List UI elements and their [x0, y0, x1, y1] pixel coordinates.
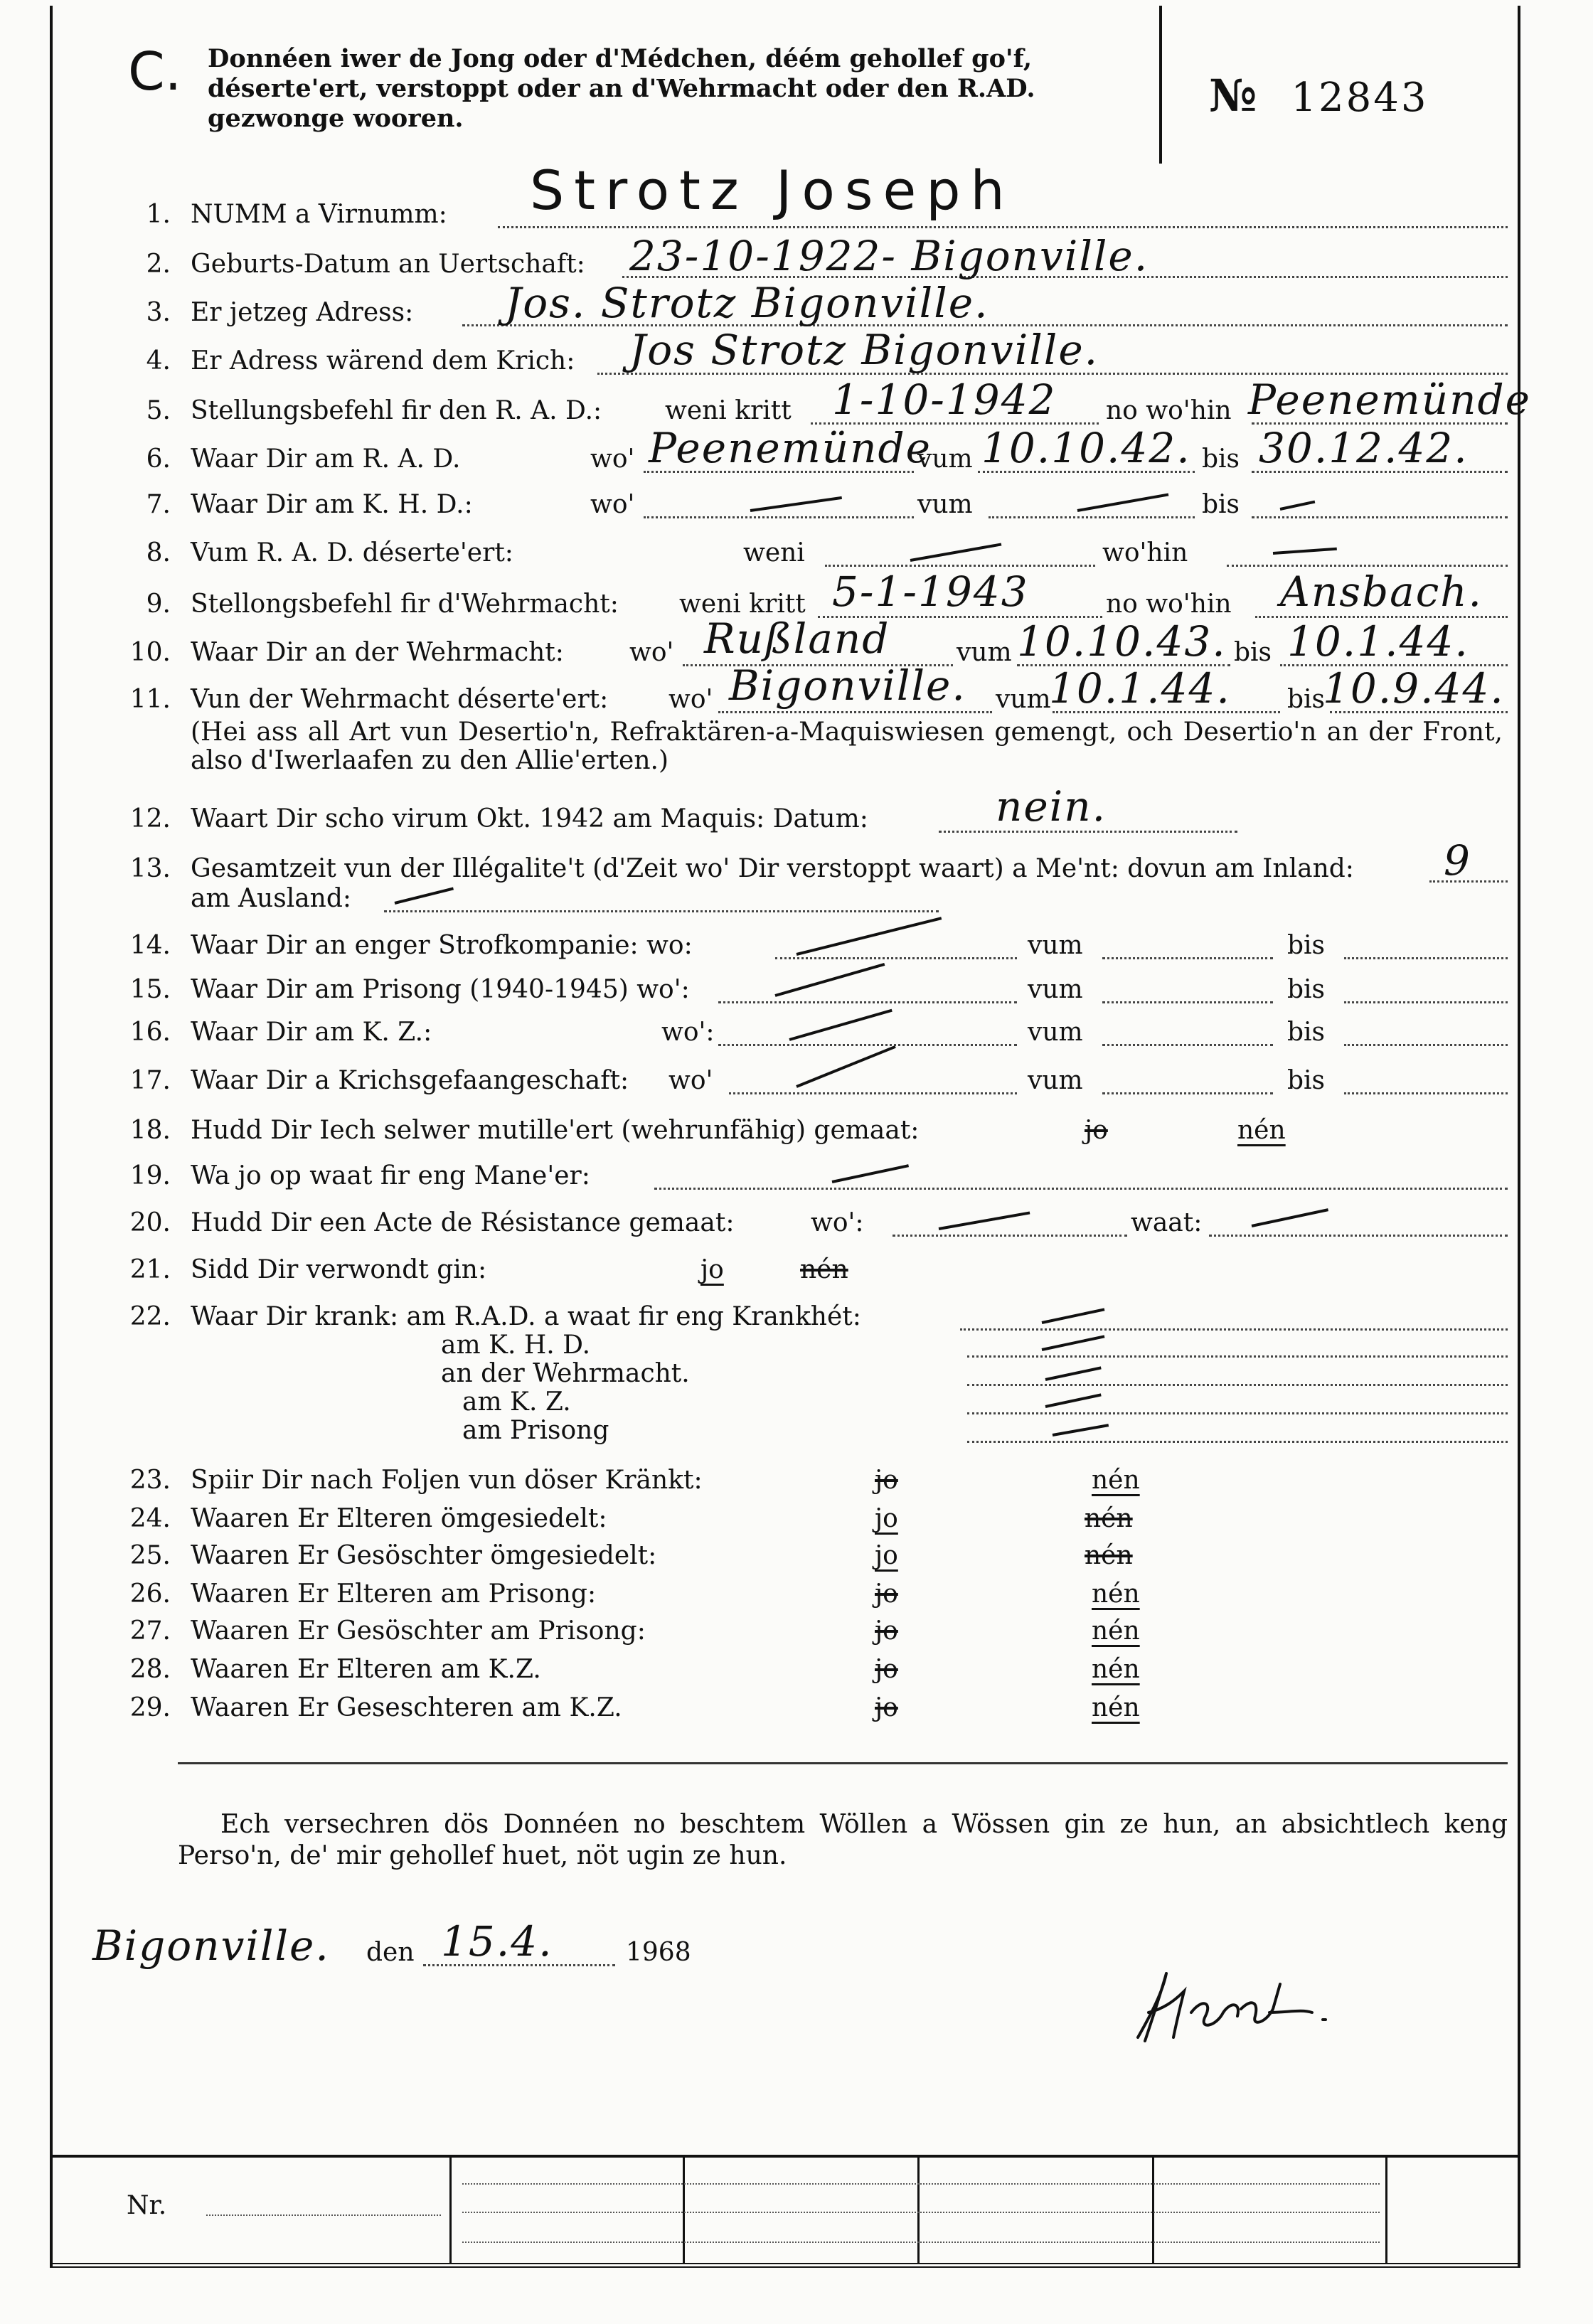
question-sublabel: vum [917, 444, 973, 474]
question-label: Waar Dir an der Wehrmacht: [191, 638, 564, 667]
table-row-line [462, 2242, 1380, 2243]
table-row-line [462, 2212, 1380, 2213]
signature-place: Bigonville. [92, 1921, 330, 1970]
question-sublabel: wo': [661, 1018, 715, 1047]
handwritten-answer: Peenemünde [649, 424, 932, 472]
question-number: 23. [129, 1466, 171, 1495]
handwritten-answer: 10.9.44. [1323, 664, 1505, 713]
answer-yes-selected: jo [875, 1541, 898, 1570]
answer-yes-selected: jo [700, 1255, 724, 1284]
handwritten-answer: 10.1.44. [1287, 617, 1469, 666]
question-label: Waaren Er Geseschteren am K.Z. [191, 1693, 622, 1722]
answer-line [498, 226, 1508, 228]
question-label: Waar Dir am Prisong (1940-1945) wo': [191, 975, 690, 1004]
answer-yes-selected: jo [875, 1504, 898, 1533]
question-label: Hudd Dir Iech selwer mutille'ert (wehrunfähig) gemaat: [191, 1116, 920, 1145]
question-label: NUMM a Virnumm: [191, 200, 447, 229]
question-number: 19. [129, 1161, 171, 1190]
question-sublabel: vum [1028, 931, 1083, 960]
table-divider [1152, 2155, 1154, 2263]
answer-no-crossed: nén [1085, 1541, 1133, 1570]
nr-label: Nr. [127, 2191, 167, 2220]
signature-year: 1968 [626, 1938, 691, 1967]
answer-no-selected: nén [1092, 1616, 1140, 1646]
question-number: 5. [146, 396, 171, 425]
question-sublabel: weni kritt [679, 590, 806, 619]
handwritten-signature [1124, 1970, 1337, 2048]
answer-line [1102, 1044, 1273, 1046]
question-number: 29. [129, 1693, 171, 1722]
question-number: 18. [129, 1116, 171, 1145]
handwritten-answer: 23-10-1922- Bigonville. [629, 232, 1149, 280]
answer-line [893, 1235, 1127, 1237]
answer-line [718, 1044, 1017, 1046]
answer-line [1344, 1001, 1508, 1003]
question-number: 13. [129, 854, 171, 883]
handwritten-answer: Jos. Strotz Bigonville. [505, 279, 989, 327]
answer-line [960, 1328, 1508, 1331]
handwritten-answer: 9 [1444, 836, 1471, 885]
question-note: (Hei ass all Art vun Desertio'n, Refraktären-a-Maquiswiesen gemengt, och Desertio'n an der Front, also d'Iwerlaafen zu den Allie'erten.) [191, 718, 1503, 775]
handwritten-answer: Strotz Joseph [530, 159, 1015, 222]
handwritten-answer: 10.10.42. [981, 424, 1191, 472]
table-divider [1385, 2155, 1387, 2263]
handwritten-answer: Ansbach. [1280, 567, 1483, 616]
handwritten-answer: 10.1.44. [1049, 664, 1231, 713]
question-sublabel: am K. H. D. [441, 1331, 591, 1360]
question-number: 16. [129, 1018, 171, 1047]
number-symbol: № [1209, 70, 1257, 122]
answer-line [1102, 1001, 1273, 1003]
answer-line [967, 1412, 1508, 1414]
question-number: 4. [146, 346, 171, 375]
question-label: Geburts-Datum an Uertschaft: [191, 250, 585, 279]
question-label: Waar Dir am K. Z.: [191, 1018, 432, 1047]
question-label: Waaren Er Elteren ömgesiedelt: [191, 1504, 607, 1533]
question-sublabel: no wo'hin [1106, 590, 1232, 619]
question-sublabel: bis [1234, 638, 1272, 667]
handwritten-answer: 10.10.43. [1017, 617, 1227, 666]
answer-yes-crossed: jo [1085, 1116, 1108, 1145]
answer-line [967, 1384, 1508, 1386]
answer-line [1209, 1235, 1508, 1237]
question-label: Waart Dir scho virum Okt. 1942 am Maquis: Datum: [191, 804, 868, 833]
question-label: Waaren Er Elteren am Prisong: [191, 1579, 597, 1609]
question-number: 17. [129, 1066, 171, 1095]
question-sublabel: wo' [629, 638, 674, 667]
number-value: 12843 [1291, 75, 1429, 121]
question-sublabel: vum [1028, 1066, 1083, 1095]
answer-no-crossed: nén [800, 1255, 848, 1284]
header-divider [1159, 6, 1162, 164]
question-number: 6. [146, 444, 171, 474]
answer-line [729, 1092, 1017, 1094]
answer-line [1252, 516, 1508, 518]
question-label: Waar Dir krank: am R.A.D. a waat fir eng Krankhét: [191, 1302, 861, 1331]
answer-line [967, 1441, 1508, 1443]
table-divider [917, 2155, 920, 2263]
question-sublabel: bis [1287, 931, 1326, 960]
answer-yes-crossed: jo [875, 1693, 898, 1722]
section-letter: C. [128, 41, 182, 102]
answer-yes-crossed: jo [875, 1466, 898, 1495]
answer-no-crossed: nén [1085, 1504, 1133, 1533]
section-rule [178, 1762, 1508, 1764]
question-number: 12. [129, 804, 171, 833]
question-number: 24. [129, 1504, 171, 1533]
answer-no-selected: nén [1092, 1655, 1140, 1684]
question-number: 26. [129, 1579, 171, 1609]
question-number: 21. [129, 1255, 171, 1284]
table-row-line [462, 2183, 1380, 2185]
question-sublabel: bis [1287, 975, 1326, 1004]
question-sublabel: weni kritt [665, 396, 792, 425]
question-label: Hudd Dir een Acte de Résistance gemaat: [191, 1208, 735, 1237]
answer-yes-crossed: jo [875, 1655, 898, 1684]
question-sublabel: vum [1028, 1018, 1083, 1047]
answer-line [989, 516, 1195, 518]
question-number: 11. [129, 685, 171, 714]
handwritten-answer: 5-1-1943 [832, 567, 1029, 616]
answer-line [1102, 957, 1273, 959]
question-sublabel: vum [957, 638, 1012, 667]
question-number: 27. [129, 1616, 171, 1646]
question-label: Waaren Er Elteren am K.Z. [191, 1655, 541, 1684]
answer-line [1102, 1092, 1273, 1094]
question-number: 2. [146, 250, 171, 279]
handwritten-answer: Rußland [704, 614, 890, 663]
question-sublabel: no wo'hin [1106, 396, 1232, 425]
answer-no-selected: nén [1092, 1579, 1140, 1609]
table-divider [449, 2155, 452, 2263]
question-label: Waar Dir am R. A. D. [191, 444, 461, 474]
answer-line [644, 516, 914, 518]
question-sublabel: bis [1287, 685, 1326, 714]
answer-line [384, 910, 939, 912]
question-sublabel: bis [1202, 444, 1240, 474]
question-number: 14. [129, 931, 171, 960]
handwritten-answer: 30.12.42. [1259, 424, 1469, 472]
footer-table [50, 2155, 1520, 2266]
question-sublabel: wo' [590, 444, 635, 474]
handwritten-answer: 1-10-1942 [832, 375, 1057, 424]
question-number: 7. [146, 490, 171, 519]
handwritten-answer: Peenemünde [1248, 375, 1531, 424]
answer-no-selected: nén [1237, 1116, 1286, 1145]
question-sublabel: wo' [590, 490, 635, 519]
question-number: 20. [129, 1208, 171, 1237]
den-label: den [366, 1938, 415, 1967]
answer-yes-crossed: jo [875, 1579, 898, 1609]
answer-line [825, 565, 1095, 567]
answer-line [1344, 1044, 1508, 1046]
question-number: 25. [129, 1541, 171, 1570]
question-sublabel: bis [1202, 490, 1240, 519]
answer-no-selected: nén [1092, 1466, 1140, 1495]
question-number: 10. [129, 638, 171, 667]
question-sublabel: wo'hin [1102, 538, 1188, 567]
question-label: Waar Dir am K. H. D.: [191, 490, 473, 519]
question-number: 15. [129, 975, 171, 1004]
answer-line [654, 1188, 1508, 1190]
question-label: Wa jo op waat fir eng Mane'er: [191, 1161, 590, 1190]
question-sublabel: weni [743, 538, 805, 567]
answer-line [1227, 565, 1508, 567]
question-sublabel: bis [1287, 1018, 1326, 1047]
answer-yes-crossed: jo [875, 1616, 898, 1646]
question-number: 8. [146, 538, 171, 567]
answer-line [775, 957, 1017, 959]
question-sublabel: vum [1028, 975, 1083, 1004]
answer-no-selected: nén [1092, 1693, 1140, 1722]
answer-line [939, 831, 1237, 833]
answer-line [718, 1001, 1017, 1003]
question-label: Waaren Er Gesöschter am Prisong: [191, 1616, 646, 1646]
signature-date: 15.4. [441, 1917, 553, 1966]
question-number: 22. [129, 1302, 171, 1331]
document-number [1209, 70, 1429, 122]
answer-line [718, 711, 992, 713]
question-label: Stellungsbefehl fir den R. A. D.: [191, 396, 602, 425]
form-title: Donnéen iwer de Jong oder d'Médchen, déém gehollef go'f, déserte'ert, verstoppt oder an d'Wehrmacht oder den R.AD. gezwonge wooren. [208, 44, 1035, 133]
question-label: Stellongsbefehl fir d'Wehrmacht: [191, 590, 619, 619]
question-sublabel: vum [917, 490, 973, 519]
question-label: Gesamtzeit vun der Illégalite't (d'Zeit wo' Dir verstoppt waart) a Me'nt: dovun am Inland: [191, 854, 1354, 883]
question-label: Er jetzeg Adress: [191, 298, 414, 327]
question-sublabel: an der Wehrmacht. [441, 1359, 690, 1388]
question-sublabel: vum [996, 685, 1051, 714]
answer-line [1344, 1092, 1508, 1094]
question-number: 3. [146, 298, 171, 327]
answer-line [967, 1355, 1508, 1358]
answer-line [1344, 957, 1508, 959]
question-sublabel: waat: [1131, 1208, 1203, 1237]
question-sublabel: bis [1287, 1066, 1326, 1095]
handwritten-answer: Bigonville. [729, 661, 966, 710]
nr-line [206, 2214, 441, 2216]
handwritten-answer: nein. [996, 782, 1107, 831]
question-number: 28. [129, 1655, 171, 1684]
question-sublabel: wo' [668, 1066, 713, 1095]
question-label: Vum R. A. D. déserte'ert: [191, 538, 513, 567]
question-sublabel: am K. Z. [462, 1387, 571, 1417]
question-label: Waaren Er Gesöschter ömgesiedelt: [191, 1541, 657, 1570]
question-label: Waar Dir an enger Strofkompanie: wo: [191, 931, 693, 960]
question-sublabel: wo': [811, 1208, 864, 1237]
question-label: Spiir Dir nach Foljen vun döser Kränkt: [191, 1466, 703, 1495]
question-sublabel: wo' [668, 685, 713, 714]
question-number: 9. [146, 590, 171, 619]
question-sublabel: am Prisong [462, 1416, 609, 1445]
handwritten-answer: Jos Strotz Bigonville. [629, 326, 1099, 374]
question-label: Waar Dir a Krichsgefaangeschaft: [191, 1066, 629, 1095]
declaration-text: Ech versechren dös Donnéen no beschtem Wöllen a Wössen gin ze hun, an absichtlech keng Perso'n, de' mir gehollef huet, nöt ugin ze hun. [178, 1810, 1508, 1870]
question-label: Er Adress wärend dem Krich: [191, 346, 575, 375]
table-divider [683, 2155, 685, 2263]
question-label: Sidd Dir verwondt gin: [191, 1255, 487, 1284]
question-number: 1. [146, 200, 171, 229]
question-label: Vun der Wehrmacht déserte'ert: [191, 685, 609, 714]
question-sublabel: am Ausland: [191, 884, 352, 913]
